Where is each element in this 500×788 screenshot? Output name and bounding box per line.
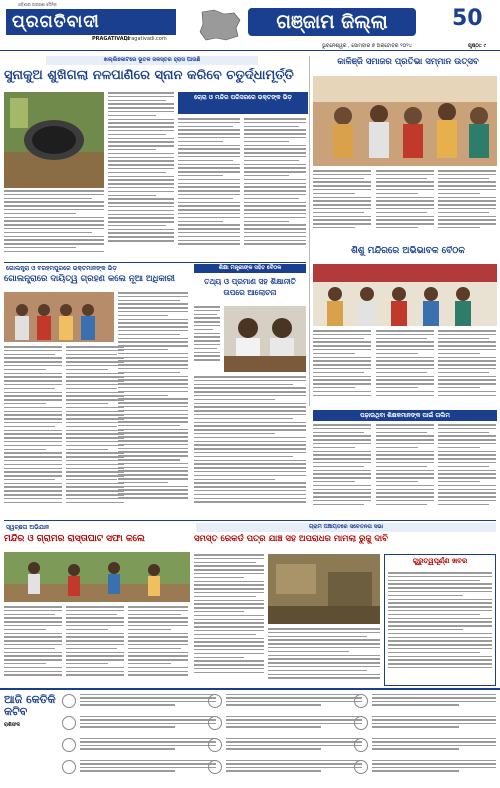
cancer-icon — [62, 760, 76, 774]
well-photo — [4, 92, 104, 188]
left-story-col2 — [66, 346, 124, 516]
officials-photo — [4, 292, 114, 342]
horoscope-entry — [226, 738, 362, 754]
parent-meeting-col2 — [376, 330, 434, 406]
records-kicker: ଗ୍ରାମ ପଞ୍ଚାୟତରେ ସଚେତନତା ସଭା — [196, 523, 496, 532]
district-map-icon — [196, 8, 242, 42]
parent-meeting-photo — [313, 264, 497, 326]
section-rule — [4, 262, 306, 263]
side-box-body — [388, 572, 492, 682]
newspaper-logo-english: PRAGATIVADI — [92, 36, 130, 42]
horoscope-entry — [80, 760, 216, 776]
left-story-kicker: ଗୋଲନ୍ତ୍ରା ଓ ବରହମପୁରରେ ଭକ୍ତମାନଙ୍କ ଭିଡ଼ — [6, 265, 117, 272]
top-kicker: ଖଲ୍ଲିକୋଟରେ ଭୂତଳ ଜଳସ୍ତର ହ୍ରାସ ପାଉଛି — [46, 56, 258, 65]
section-rule-bottom — [4, 520, 496, 521]
training-col3 — [438, 424, 496, 516]
left-story-col3 — [118, 292, 188, 516]
aquarius-icon — [354, 738, 368, 752]
horoscope-entry — [372, 760, 496, 776]
parent-meeting-col1 — [313, 330, 371, 406]
main-story-col3 — [178, 118, 240, 258]
main-headline: ସୁନାକୁଅ ଶୁଖିଗଲା ନଳପାଣିରେ ସ୍ନାନ କରିବେ ଚତୁର୍ଦ୍ଧାମୂର୍ତ୍ତି — [4, 68, 294, 83]
middle-story-col1 — [194, 306, 220, 372]
award-ceremony-photo — [313, 76, 497, 166]
pisces-icon — [354, 760, 368, 774]
sagittarius-icon — [354, 694, 368, 708]
records-col1 — [194, 554, 264, 686]
parent-meeting-col3 — [438, 330, 496, 406]
edition-title: ଗଞ୍ଜାମ ଜିଲ୍ଲା — [248, 8, 416, 36]
middle-story-kicker: ଶିକ୍ଷା ମନ୍ତ୍ରୀଙ୍କ ସହିତ ବୈଠକ — [194, 264, 306, 273]
libra-icon — [208, 738, 222, 752]
award-story-col3 — [438, 170, 496, 240]
horoscope-title-box — [4, 694, 56, 764]
left-story-col1 — [4, 346, 62, 516]
anniversary-emblem — [448, 6, 496, 36]
dateline — [0, 42, 500, 51]
cleanliness-col3 — [128, 606, 188, 686]
cleanliness-col2 — [66, 606, 124, 686]
training-col2 — [376, 424, 434, 516]
horoscope-label: ରାଶିଫଳ — [4, 722, 21, 728]
press-meet-photo — [224, 306, 306, 372]
records-headline: ସମସ୍ତ ରେକର୍ଡ ପତ୍ର ଯାଞ୍ଚ ସହ ଅପରାଧର ମାମଲା ରୁଜୁ ଦାବି — [194, 534, 388, 544]
date-text: ଭୁବନେଶ୍ୱର , ସୋମବାର ୭ ଅକ୍ଟୋବର ୨୦୨୪ — [322, 43, 412, 49]
training-col1 — [313, 424, 371, 516]
gemini-icon — [62, 738, 76, 752]
horoscope-entry — [80, 694, 216, 710]
cleanliness-kicker: ସ୍ୱଚ୍ଛତା ଅଭିଯାନ — [6, 524, 50, 531]
horoscope-entry — [226, 716, 362, 732]
aries-icon — [62, 694, 76, 708]
page-number: ପୃଷ୍ଠା: ୯ — [468, 43, 487, 49]
taurus-icon — [62, 716, 76, 730]
cleanliness-headline: ମନ୍ଦିର ଓ ଗ୍ରାମର ରାସ୍ତାଘାଟ ସଫା କଲେ — [4, 534, 145, 544]
records-col2 — [268, 628, 380, 686]
masthead-tagline: ଓଡ଼ିଶାର ଅଗ୍ରଣୀ ଦୈନିକ — [18, 2, 57, 7]
horoscope-entry — [372, 694, 496, 710]
main-story-col4 — [244, 118, 306, 258]
main-subheadline: ଚୋରା ଓ ମନ୍ଦିର ପରିସରରେ ଭକ୍ତଙ୍କ ଭିଡ଼ — [178, 92, 308, 114]
middle-story-headline: ତଥ୍ୟ ଓ ପ୍ରମାଣ ସହ ଶିକ୍ଷାନୀତି ଉପରେ ଆଲୋଚନା — [204, 277, 296, 297]
award-headline: କାଳିଞ୍ଜି ସମାଜର ପ୍ରତିଭା ସମ୍ମାନ ଉତ୍ସବ — [337, 57, 479, 67]
cleanliness-col1 — [4, 606, 62, 686]
horoscope-title: ଆଜି କେତିକି କଟିବ — [4, 693, 56, 718]
horoscope-entry — [80, 738, 216, 754]
award-story-col1 — [313, 170, 371, 240]
award-story-col2 — [376, 170, 434, 240]
leo-icon — [208, 694, 222, 708]
horoscope-entry — [372, 716, 496, 732]
parent-meeting-headline: ଶିଶୁ ମନ୍ଦିରରେ ଅଭିଭାବକ ବୈଠକ — [351, 246, 465, 256]
left-story-headline: ଗୋଲନ୍ତ୍ରାରେ ଦାୟିତ୍ୱ ଗ୍ରହଣ କଲେ ନୂଆ ଅଧିକାରୀ — [4, 274, 175, 284]
cleanliness-drive-photo — [4, 552, 190, 602]
virgo-icon — [208, 716, 222, 730]
horoscope-entry — [226, 760, 362, 776]
masthead — [0, 0, 500, 48]
horoscope-entry — [372, 738, 496, 754]
scorpio-icon — [208, 760, 222, 774]
ruined-building-photo — [268, 554, 380, 624]
main-story-col1 — [4, 190, 104, 258]
horoscope-entry — [226, 694, 362, 710]
anniversary-number: 50 — [452, 6, 483, 31]
website-url[interactable]: pragativadi.com — [126, 36, 167, 42]
horoscope-entry — [80, 716, 216, 732]
column-divider — [309, 56, 310, 406]
side-box-title: ଗୁରୁତ୍ୱପୂର୍ଣ୍ଣ ଖବର — [412, 557, 468, 565]
capricorn-icon — [354, 716, 368, 730]
training-headline: ପଢ଼ାଉଥିବା ଶିକ୍ଷକମାନଙ୍କ ପାଇଁ ତାଲିମ — [313, 410, 497, 421]
middle-story-col2 — [194, 376, 306, 516]
main-story-col2 — [108, 92, 174, 258]
newspaper-logo[interactable]: ପ୍ରଗତିବାଦୀ — [6, 9, 176, 35]
